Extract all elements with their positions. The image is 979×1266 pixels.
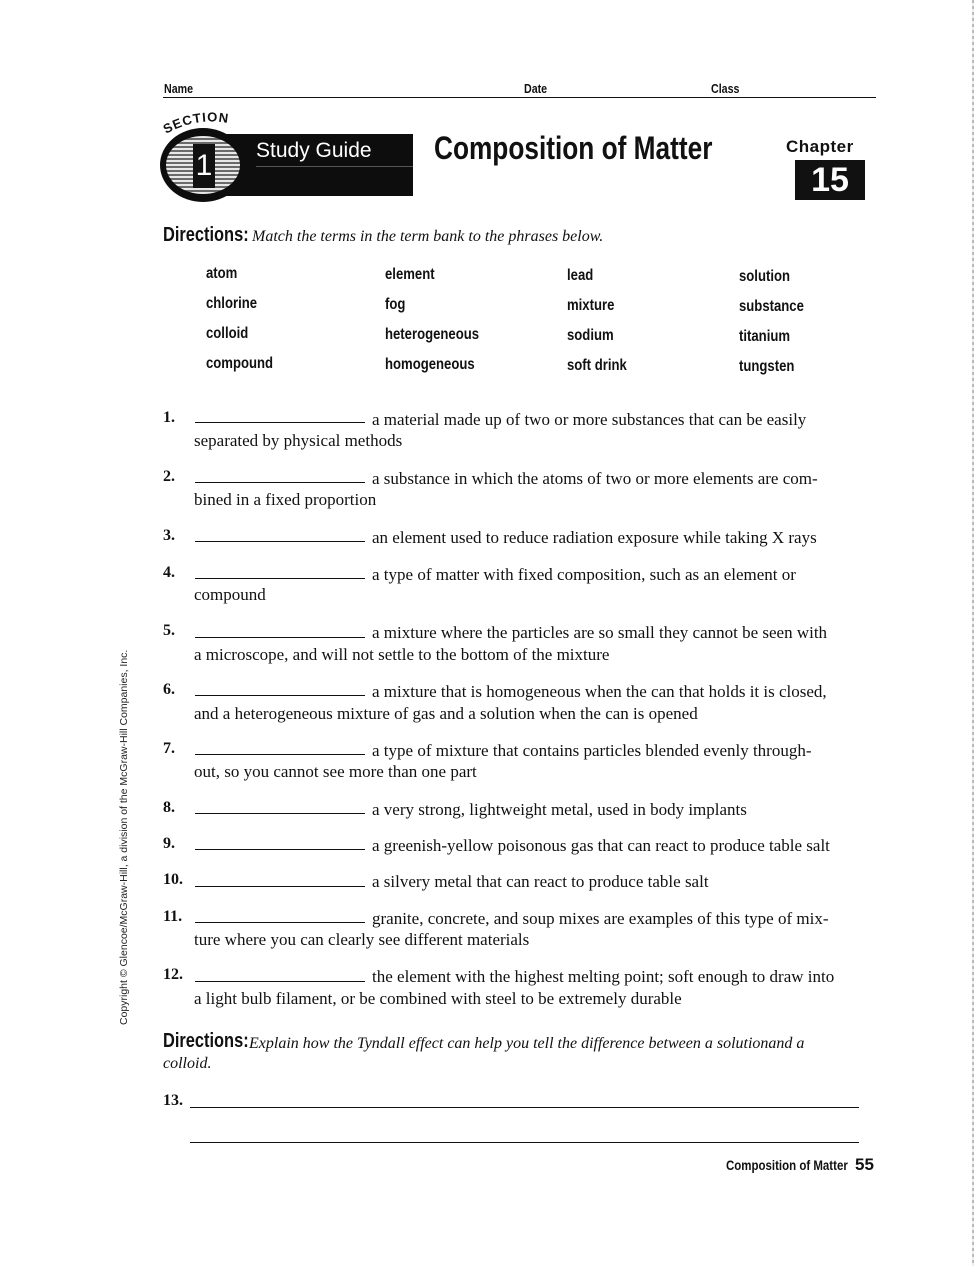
section-badge: [160, 108, 415, 200]
term: tungsten: [739, 358, 795, 375]
term: lead: [567, 267, 594, 284]
copyright-notice: Copyright © Glencoe/McGraw-Hill, a division of the McGraw-Hill Companies, Inc.: [118, 649, 130, 1025]
term: solution: [739, 268, 791, 285]
term: homogeneous: [385, 356, 475, 373]
question-number: 8.: [163, 799, 175, 816]
badge-circle: [160, 128, 246, 202]
question-number: 10.: [163, 871, 183, 888]
term: chlorine: [206, 295, 258, 312]
question-text-cont: compound: [194, 585, 266, 604]
answer-blank[interactable]: [195, 695, 365, 696]
question-text: the element with the highest melting point; soft enough to draw into: [372, 967, 835, 986]
page-number: 55: [855, 1155, 874, 1174]
question-text-cont: out, so you cannot see more than one part: [194, 762, 477, 781]
directions-text: Match the terms in the term bank to the phrases below.: [252, 228, 604, 245]
question-text-cont: separated by physical methods: [194, 431, 403, 450]
badge-underline: [256, 166, 413, 167]
term: soft drink: [567, 357, 627, 374]
question-number: 1.: [163, 409, 175, 426]
term: element: [385, 266, 435, 283]
question-number: 12.: [163, 966, 183, 983]
question-number: 4.: [163, 564, 175, 581]
question-text: a substance in which the atoms of two or more elements are com-: [372, 469, 818, 488]
question-text: a silvery metal that can react to produce table salt: [372, 872, 709, 891]
page-title: Composition of Matter: [434, 130, 713, 166]
question-number: 11.: [163, 908, 183, 925]
date-label: Date: [524, 81, 548, 96]
scan-edge: [972, 0, 974, 1266]
answer-blank[interactable]: [195, 886, 365, 887]
question-text: a mixture where the particles are so small they cannot be seen with: [372, 623, 828, 642]
name-label: Name: [164, 81, 194, 96]
question-text: a mixture that is homogeneous when the can that holds it is closed,: [372, 682, 827, 701]
answer-blank[interactable]: [195, 849, 365, 850]
answer-blank[interactable]: [195, 541, 365, 542]
question-text-cont: and a heterogeneous mixture of gas and a solution when the can is opened: [194, 704, 698, 723]
answer-blank[interactable]: [195, 482, 365, 483]
term: fog: [385, 296, 406, 313]
answer-blank[interactable]: [195, 981, 365, 982]
answer-blank[interactable]: [195, 754, 365, 755]
answer-line-13b[interactable]: [190, 1142, 859, 1143]
term: titanium: [739, 328, 791, 345]
question-text-cont: ture where you can clearly see different materials: [194, 930, 530, 949]
section-label: SECTION: [160, 109, 231, 136]
chapter-label: Chapter: [786, 137, 854, 156]
question-text: an element used to reduce radiation exposure while taking X rays: [372, 528, 817, 547]
question-text: a material made up of two or more substances that can be easily: [372, 410, 807, 429]
question-number: 7.: [163, 740, 175, 757]
term: atom: [206, 265, 238, 282]
answer-blank[interactable]: [195, 922, 365, 923]
question-text-cont: a microscope, and will not settle to the bottom of the mixture: [194, 645, 610, 664]
footer-title: Composition of Matter: [726, 1157, 848, 1173]
answer-blank[interactable]: [195, 422, 365, 423]
term: substance: [739, 298, 804, 315]
section-number: 1: [193, 144, 215, 188]
question-number: 6.: [163, 681, 175, 698]
term: heterogeneous: [385, 326, 480, 343]
question-number: 9.: [163, 835, 175, 852]
directions-heading: Directions:: [163, 224, 249, 246]
answer-blank[interactable]: [195, 813, 365, 814]
question-text-cont: a light bulb filament, or be combined with steel to be extremely durable: [194, 989, 682, 1008]
question-text-cont: bined in a fixed proportion: [194, 490, 377, 509]
question-text: a type of matter with fixed composition, such as an element or: [372, 565, 796, 584]
answer-line-13a[interactable]: [190, 1107, 859, 1108]
question-13-number: 13.: [163, 1092, 183, 1109]
question-number: 2.: [163, 468, 175, 485]
question-number: 3.: [163, 527, 175, 544]
question-text: a type of mixture that contains particles blended evenly through-: [372, 741, 812, 760]
term: mixture: [567, 297, 615, 314]
directions-text-2-cont: colloid.: [163, 1055, 212, 1072]
term: compound: [206, 355, 274, 372]
term: colloid: [206, 325, 249, 342]
question-text: granite, concrete, and soup mixes are examples of this type of mix-: [372, 909, 829, 928]
class-label: Class: [711, 81, 740, 96]
directions-text-2: Explain how the Tyndall effect can help you tell the difference between a solutionand a: [249, 1035, 805, 1052]
question-number: 5.: [163, 622, 175, 639]
question-text: a very strong, lightweight metal, used in body implants: [372, 800, 747, 819]
answer-blank[interactable]: [195, 637, 365, 638]
header-rule: [163, 97, 876, 98]
answer-blank[interactable]: [195, 578, 365, 579]
chapter-number: 15: [795, 160, 865, 200]
term: sodium: [567, 327, 614, 344]
study-guide-label: Study Guide: [256, 139, 372, 162]
question-text: a greenish-yellow poisonous gas that can react to produce table salt: [372, 836, 830, 855]
directions-heading-2: Directions:: [163, 1030, 249, 1052]
